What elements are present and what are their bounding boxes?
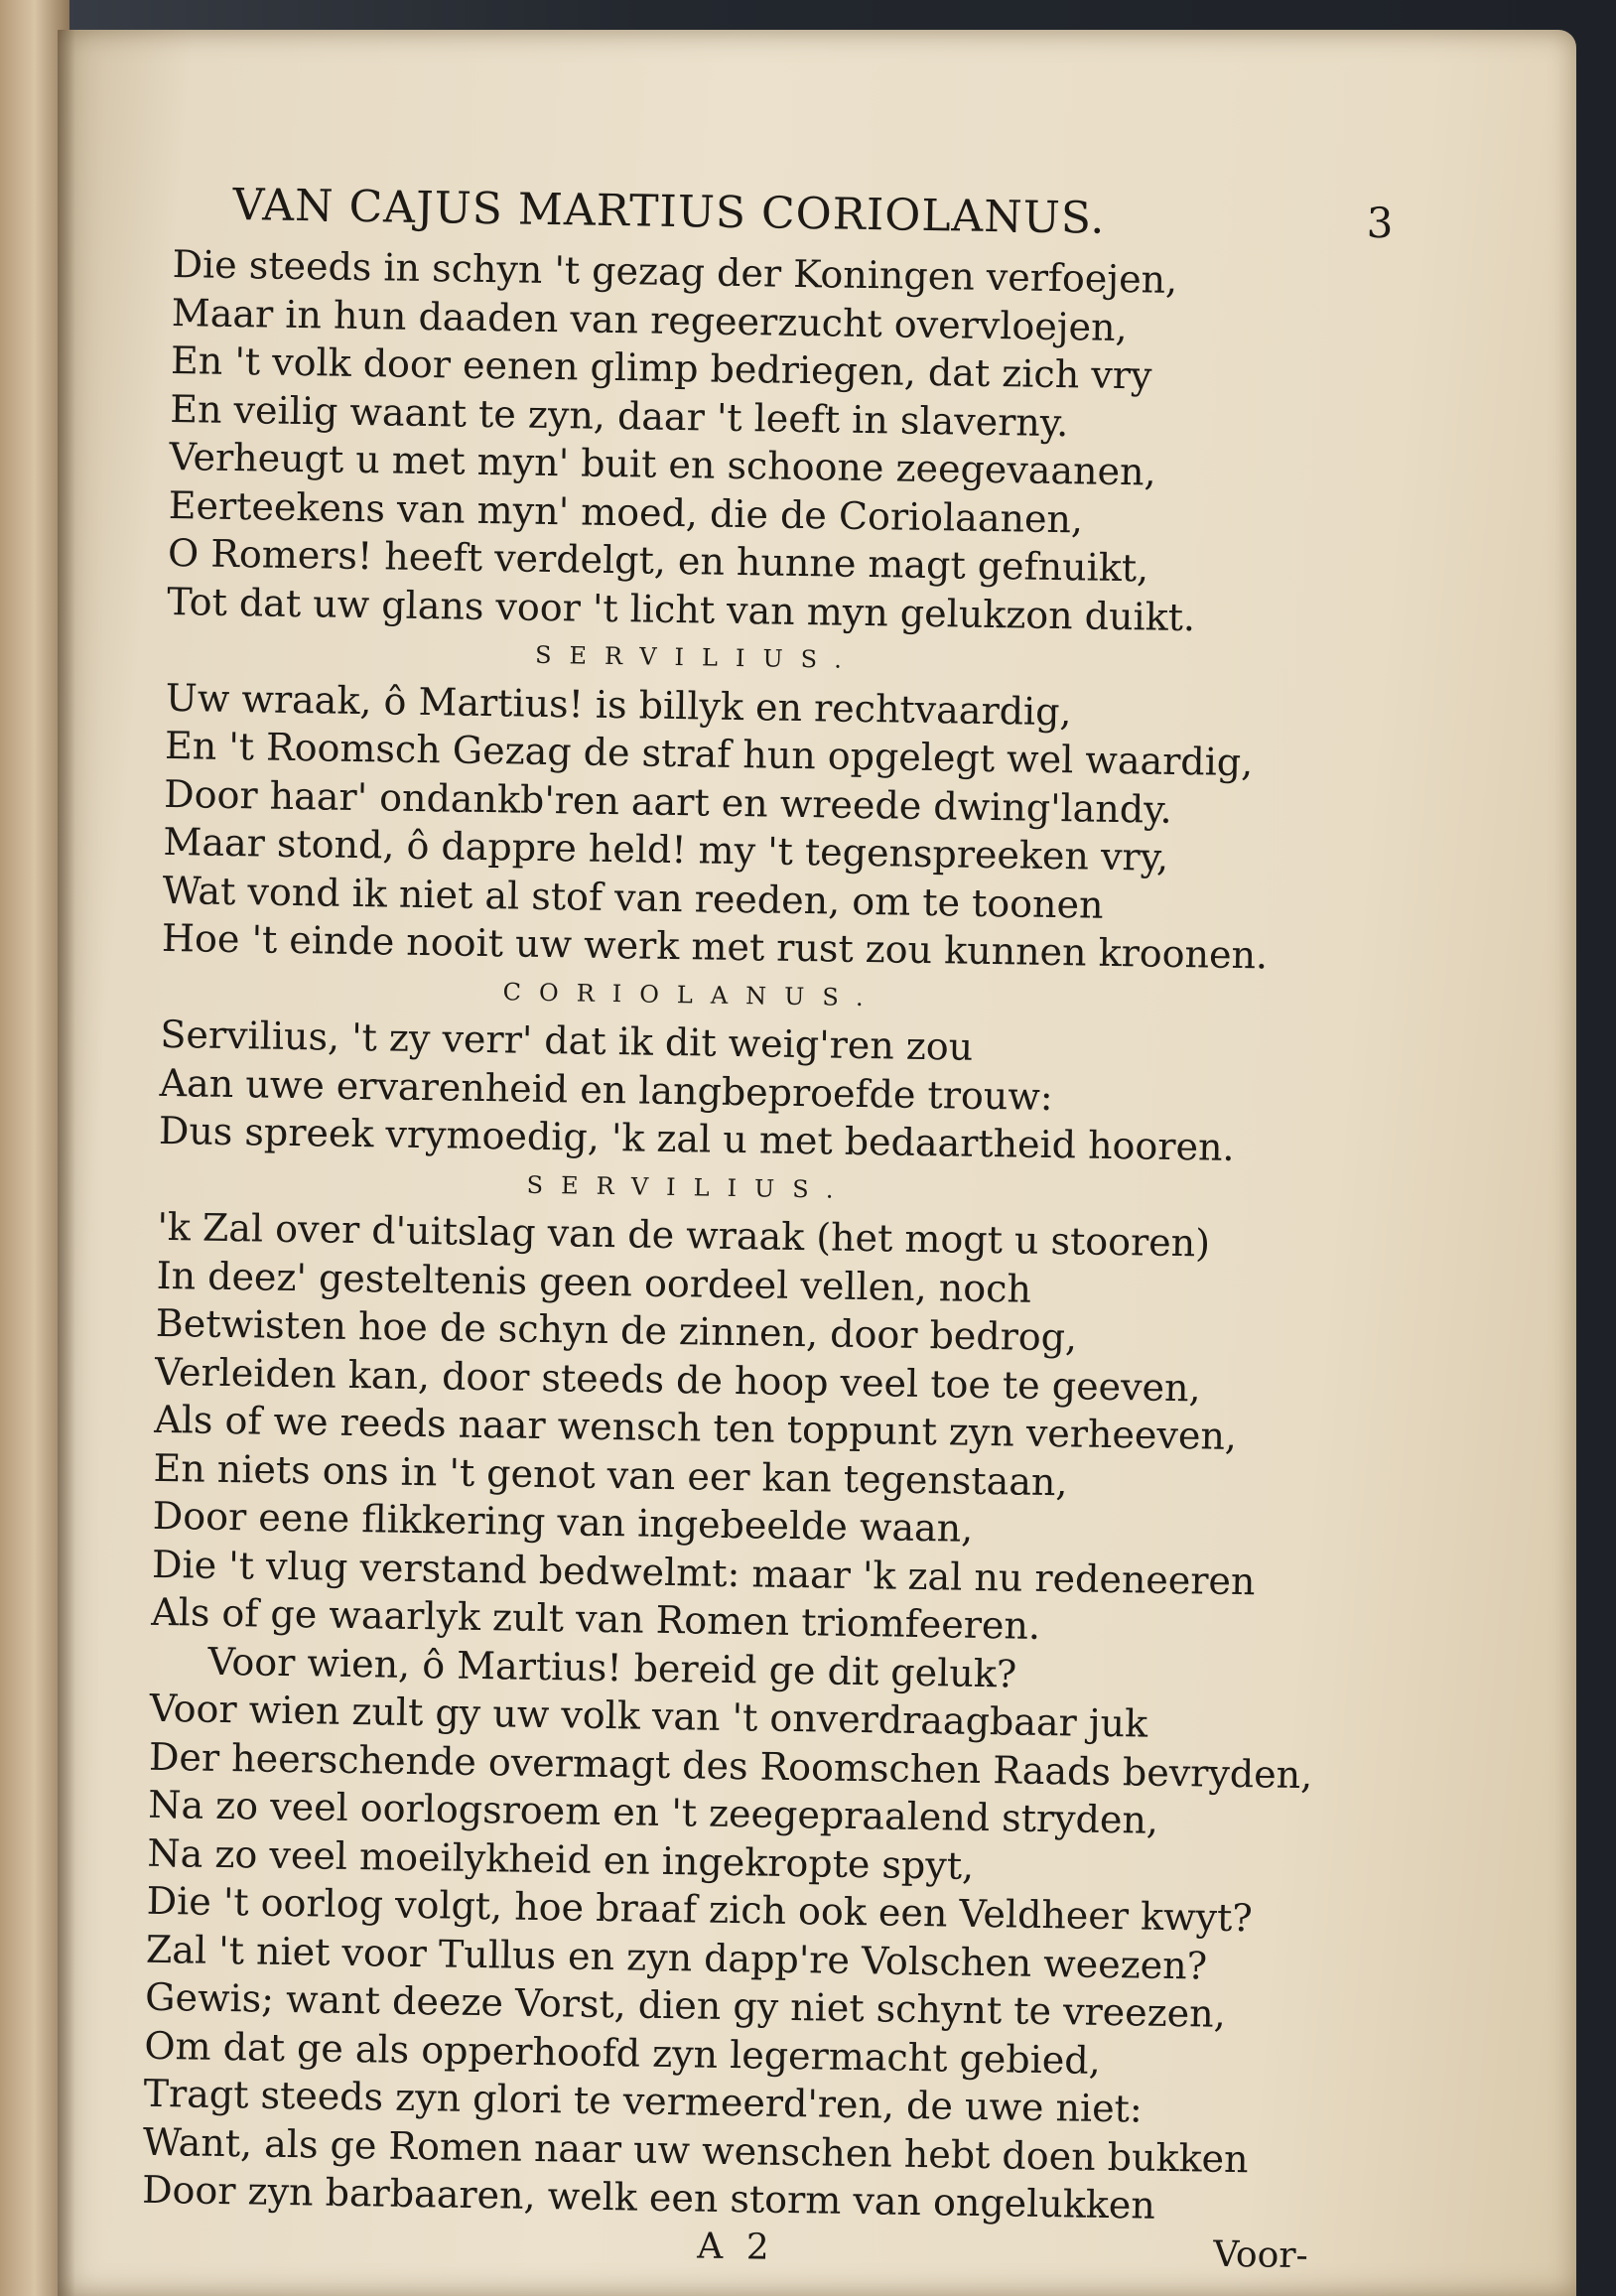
verse-line: En niets ons in 't genot van eer kan tegenstaan, [153,1445,1068,1504]
verse-line: In deez' gesteltenis geen oordeel vellen, noch [156,1253,1032,1311]
verse-line: O Romers! heeft verdelgt, en hunne magt gefnuikt, [167,530,1149,591]
verse-line: Door haar' ondankb'ren aart en wreede dwing'landy. [163,771,1173,832]
verse-line: Tragt steeds zyn glori te vermeerd'ren, de uwe niet: [143,2071,1144,2131]
verse-line: Eerteekens van myn' moed, die de Coriolaanen, [168,482,1084,541]
catchword: Voor- [1212,2233,1309,2276]
verse-line: Voor wien zult gy uw volk van 't onverdraagbaar juk [149,1686,1148,1746]
page-number: 3 [1366,198,1395,248]
verse-line: Door zyn barbaaren, welk een storm van ongelukken [141,2167,1156,2228]
verse-line: Na zo veel oorlogsroem en 't zeegepraalend stryden, [147,1782,1159,1842]
verse-line: Uw wraak, ô Martius! is billyk en rechtvaardig, [165,675,1072,734]
verse-line: Als of we reeds naar wensch ten toppunt zyn verheeven, [154,1397,1238,1458]
verse-line: Want, als ge Romen naar uw wenschen hebt doen bukken [142,2119,1249,2181]
verse-line: Aan uwe ervarenheid en langbeproefde trouw: [159,1060,1053,1119]
verse-line: Die steeds in schyn 't gezag der Koningen verfoejen, [172,241,1178,302]
verse-line: Door eene flikkering van ingebeelde waan, [152,1493,974,1551]
running-title: VAN CAJUS MARTIUS CORIOLANUS. [232,179,1106,244]
verse-line: Der heerschende overmagt des Roomschen Raads bevryden, [148,1734,1313,1797]
speaker-heading: SERVILIUS. [526,1170,852,1204]
verse-line: En 't Roomsch Gezag de straf hun opgelegt wel waardig, [164,723,1254,785]
verse-line: Tot dat uw glans voor 't licht van myn gelukzon duikt. [166,579,1196,639]
verse-line: Zal 't niet voor Tullus en zyn dapp're Volschen weezen? [145,1927,1208,1988]
speaker-heading: CORIOLANUS. [502,977,881,1012]
verse-line: Na zo veel moeilykheid en ingekropte spyt, [147,1830,975,1888]
page-text-block [141,179,1395,2281]
verse-line: Gewis; want deeze Vorst, dien gy niet schynt te vreezen, [144,1974,1227,2036]
verse-line: Maar stond, ô dappre held! my 't tegenspreeken vry, [163,819,1169,879]
verse-line: En veilig waant te zyn, daar 't leeft in slaverny. [170,386,1069,445]
verse-line: Die 't oorlog volgt, hoe braaf zich ook een Veldheer kwyt? [146,1878,1254,1941]
verse-line: 'k Zal over d'uitslag van de wraak (het mogt u stooren) [157,1204,1211,1266]
verse-line: Hoe 't einde nooit uw werk met rust zou kunnen kroonen. [161,915,1269,978]
speaker-heading: SERVILIUS. [534,640,861,674]
verse-line: En 't volk door eenen glimp bedriegen, dat zich vry [170,338,1152,398]
verse-line: Voor wien, ô Martius! bereid ge dit geluk? [207,1639,1017,1696]
verse-line: Betwisten hoe de schyn de zinnen, door bedrog, [155,1300,1078,1360]
verse-line: Servilius, 't zy verr' dat ik dit weig'ren zou [160,1012,974,1069]
verse-line: Verheugt u met myn' buit en schoone zeegevaanen, [169,434,1156,494]
verse-line: Maar in hun daaden van regeerzucht overvloejen, [171,290,1129,349]
signature-mark: A 2 [697,2226,776,2268]
verse-line: Verleiden kan, door steeds de hoop veel toe te geeven, [154,1349,1201,1410]
verse-line: Als of ge waarlyk zult van Romen triomfeeren. [150,1589,1041,1648]
verse-line: Om dat ge als opperhoofd zyn legermacht gebied, [144,2023,1102,2083]
verse-line: Die 't vlug verstand bedwelmt: maar 'k zal nu redeneeren [151,1542,1256,1603]
verse-line: Wat vond ik niet al stof van reeden, om te toonen [162,868,1104,927]
verse-line: Dus spreek vrymoedig, 'k zal u met bedaartheid hooren. [158,1108,1235,1169]
page-gutter-shadow [58,30,75,2296]
